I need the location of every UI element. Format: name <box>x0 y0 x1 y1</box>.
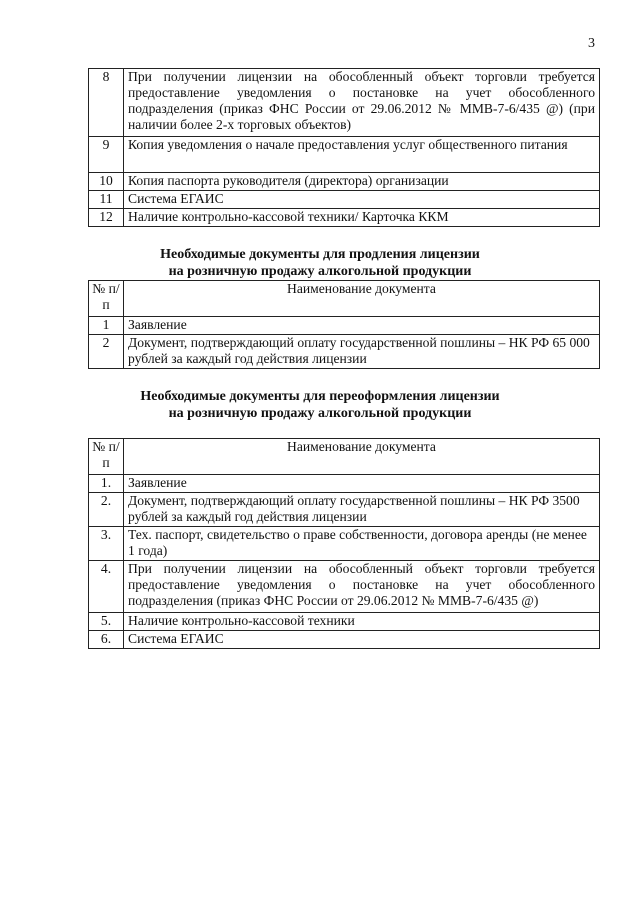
column-header-number: № п/п <box>89 439 124 475</box>
row-text: Наличие контрольно-кассовой техники <box>124 613 600 631</box>
row-text: Копия паспорта руководителя (директора) организации <box>124 173 600 191</box>
table-header-row <box>89 439 600 475</box>
row-text: Наличие контрольно-кассовой техники/ Карточка ККМ <box>124 209 600 227</box>
row-number: 2 <box>89 335 124 369</box>
row-number: 9 <box>89 137 124 173</box>
row-text: Заявление <box>124 317 600 335</box>
table-row <box>89 173 600 191</box>
table-row <box>89 335 600 369</box>
table-row <box>89 561 600 613</box>
row-number: 1 <box>89 317 124 335</box>
row-number: 8 <box>89 69 124 137</box>
heading-line: на розничную продажу алкогольной продукции <box>168 264 472 279</box>
row-number: 12 <box>89 209 124 227</box>
table-row <box>89 317 600 335</box>
row-number: 1. <box>89 475 124 493</box>
table-row <box>89 613 600 631</box>
row-text: Документ, подтверждающий оплату государственной пошлины – НК РФ 65 000 рублей за каждый год действия лицензии <box>124 335 600 369</box>
row-text: Заявление <box>124 475 600 493</box>
table-row <box>89 475 600 493</box>
reissue-documents-table <box>88 438 600 649</box>
heading-line: на розничную продажу алкогольной продукции <box>168 406 472 421</box>
row-text: Документ, подтверждающий оплату государственной пошлины – НК РФ 3500 рублей за каждый год действия лицензии <box>124 493 600 527</box>
heading-line: Необходимые документы для продления лицензии <box>160 247 480 262</box>
row-text: Система ЕГАИС <box>124 631 600 649</box>
row-number: 5. <box>89 613 124 631</box>
table-row <box>89 191 600 209</box>
section-heading-renewal <box>85 246 555 280</box>
table-row <box>89 527 600 561</box>
row-text: Тех. паспорт, свидетельство о праве собственности, договора аренды (не менее 1 года) <box>124 527 600 561</box>
heading-line: Необходимые документы для переоформления лицензии <box>140 389 500 404</box>
row-text: При получении лицензии на обособленный объект торговли требуется предоставление уведомления о постановке на учет обособленного подразделения (приказ ФНС России от 29.06.2012 № ММВ-7-6/435 @) (при наличии более 2-х торговых объектов) <box>124 69 600 137</box>
row-number: 4. <box>89 561 124 613</box>
section-heading-reissue <box>85 388 555 422</box>
table-row <box>89 137 600 173</box>
table-row <box>89 69 600 137</box>
renewal-documents-table <box>88 280 600 369</box>
row-text: Система ЕГАИС <box>124 191 600 209</box>
table-row <box>89 209 600 227</box>
page-number: 3 <box>588 36 595 51</box>
row-text: При получении лицензии на обособленный объект торговли требуется предоставление уведомления о постановке на учет обособленного подразделения (приказ ФНС России от 29.06.2012 № ММВ-7-6/435 @) <box>124 561 600 613</box>
row-number: 10 <box>89 173 124 191</box>
column-header-name: Наименование документа <box>124 281 600 317</box>
row-number: 2. <box>89 493 124 527</box>
row-text: Копия уведомления о начале предоставления услуг общественного питания <box>124 137 600 173</box>
documents-table-continued <box>88 68 600 227</box>
table-row <box>89 493 600 527</box>
row-number: 3. <box>89 527 124 561</box>
row-number: 6. <box>89 631 124 649</box>
column-header-name: Наименование документа <box>124 439 600 475</box>
table-row <box>89 631 600 649</box>
row-number: 11 <box>89 191 124 209</box>
column-header-number: № п/п <box>89 281 124 317</box>
table-header-row <box>89 281 600 317</box>
